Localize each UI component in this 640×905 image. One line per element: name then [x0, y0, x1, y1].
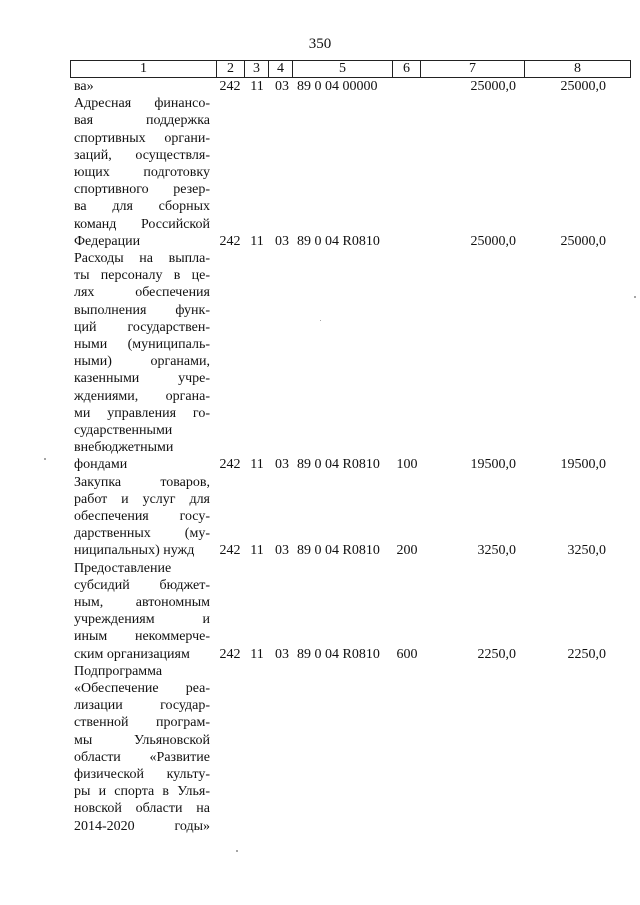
cell-section: 11 [250, 79, 264, 94]
description-line: работ и услуг для [74, 491, 210, 507]
row-values [0, 78, 640, 96]
description-line: ми управления го- [74, 405, 210, 421]
cell-target-article: 89 0 04 R0810 [297, 543, 380, 559]
cell-amount-col7: 25000,0 [470, 79, 516, 94]
description-line: лях обеспечения [74, 285, 210, 301]
description-line: ными (муниципаль- [74, 337, 210, 353]
cell-section: 11 [250, 457, 264, 473]
cell-amount-col8: 3250,0 [567, 543, 606, 559]
description-line: Подпрограмма [74, 663, 163, 679]
description-line: физической культу- [74, 767, 210, 783]
scan-speck [320, 320, 321, 321]
cell-ministry-code: 242 [219, 457, 241, 473]
description-line: ций государствен- [74, 319, 210, 335]
description-line: ским организациям [74, 646, 190, 662]
description-line: 2014-2020 годы» [74, 818, 210, 834]
description-line: ты персоналу в це- [74, 268, 210, 284]
column-header-6: 6 [393, 61, 421, 78]
description-line: Федерации [74, 233, 141, 249]
cell-amount-col8: 25000,0 [560, 79, 606, 94]
cell-target-article: 89 0 04 R0810 [297, 646, 380, 662]
cell-expense-type: 200 [396, 543, 418, 559]
description-line: спортивного резер- [74, 182, 210, 198]
cell-subsection: 03 [275, 646, 289, 662]
cell-subsection: 03 [275, 233, 289, 249]
description-line: субсидий бюджет- [74, 577, 210, 593]
row-description [74, 95, 210, 250]
description-line: Расходы на выпла- [74, 251, 210, 266]
description-line: «Обеспечение реа- [74, 681, 210, 696]
scan-speck [44, 458, 46, 460]
page-number: 350 [308, 36, 332, 52]
cell-amount-col7: 19500,0 [470, 457, 516, 473]
description-line: дарственных (му- [74, 526, 210, 542]
cell-section: 11 [250, 543, 264, 559]
description-line: новской области на [74, 801, 210, 817]
cell-amount-col8: 25000,0 [560, 233, 606, 249]
cell-amount-col7: 3250,0 [477, 543, 516, 559]
column-header-4: 4 [269, 61, 293, 78]
description-line: ждениями, органа- [74, 388, 210, 404]
row-values [0, 646, 640, 664]
cell-section: 11 [250, 646, 264, 662]
cell-ministry-code: 242 [219, 79, 241, 94]
description-line: команд Российской [74, 216, 210, 232]
description-line: учреждениям и [74, 612, 210, 628]
description-line: ва для сборных [74, 199, 210, 215]
description-line: Предоставление [74, 560, 172, 576]
column-header-8: 8 [525, 61, 631, 78]
column-header-1: 1 [71, 61, 217, 78]
cell-ministry-code: 242 [219, 543, 241, 559]
description-line: лизации государ- [74, 698, 210, 714]
cell-amount-col7: 25000,0 [470, 233, 516, 249]
description-line: ниципальных) нужд [74, 543, 195, 559]
column-header-5: 5 [293, 61, 393, 78]
cell-subsection: 03 [275, 457, 289, 473]
description-line: ющих подготовку [74, 165, 210, 180]
description-line: спортивных органи- [74, 130, 210, 146]
cell-amount-col8: 2250,0 [567, 646, 606, 662]
cell-subsection: 03 [275, 543, 289, 559]
description-line: внебюджетными [74, 440, 174, 456]
cell-subsection: 03 [275, 79, 289, 94]
description-line: фондами [74, 457, 128, 473]
row-values [0, 456, 640, 474]
description-line: ными) органами, [74, 354, 210, 370]
cell-amount-col7: 2250,0 [477, 646, 516, 662]
description-line: ва» [74, 79, 94, 94]
scan-speck [634, 296, 636, 298]
column-header-3: 3 [245, 61, 269, 78]
description-line: казенными учре- [74, 371, 210, 387]
cell-expense-type: 600 [396, 646, 418, 662]
description-line: иным некоммерче- [74, 629, 210, 645]
row-description [74, 250, 210, 474]
cell-section: 11 [250, 233, 264, 249]
description-line: Закупка товаров, [74, 474, 210, 490]
column-header-2: 2 [217, 61, 245, 78]
description-line: мы Ульяновской [74, 732, 210, 748]
cell-target-article: 89 0 04 R0810 [297, 457, 380, 473]
cell-amount-col8: 19500,0 [560, 457, 606, 473]
column-header-row [70, 60, 631, 78]
description-line: ры и спорта в Улья- [74, 784, 210, 800]
row-values [0, 542, 640, 560]
description-line: обеспечения госу- [74, 509, 210, 524]
description-line: ственной програм- [74, 715, 210, 731]
row-description [74, 663, 210, 835]
description-line: сударственными [74, 423, 173, 439]
column-header-7: 7 [421, 61, 525, 78]
description-line: Адресная финансо- [74, 96, 210, 112]
scan-speck [236, 850, 238, 852]
description-line: ным, автономным [74, 595, 210, 610]
description-line: выполнения функ- [74, 302, 210, 318]
cell-ministry-code: 242 [219, 233, 241, 249]
description-line: области «Развитие [74, 749, 210, 765]
description-line: вая поддержка [74, 113, 210, 129]
cell-target-article: 89 0 04 00000 [297, 79, 378, 94]
row-values [0, 233, 640, 251]
cell-target-article: 89 0 04 R0810 [297, 233, 380, 249]
description-line: заций, осуществля- [74, 147, 210, 163]
cell-expense-type: 100 [396, 457, 418, 473]
cell-ministry-code: 242 [219, 646, 241, 662]
